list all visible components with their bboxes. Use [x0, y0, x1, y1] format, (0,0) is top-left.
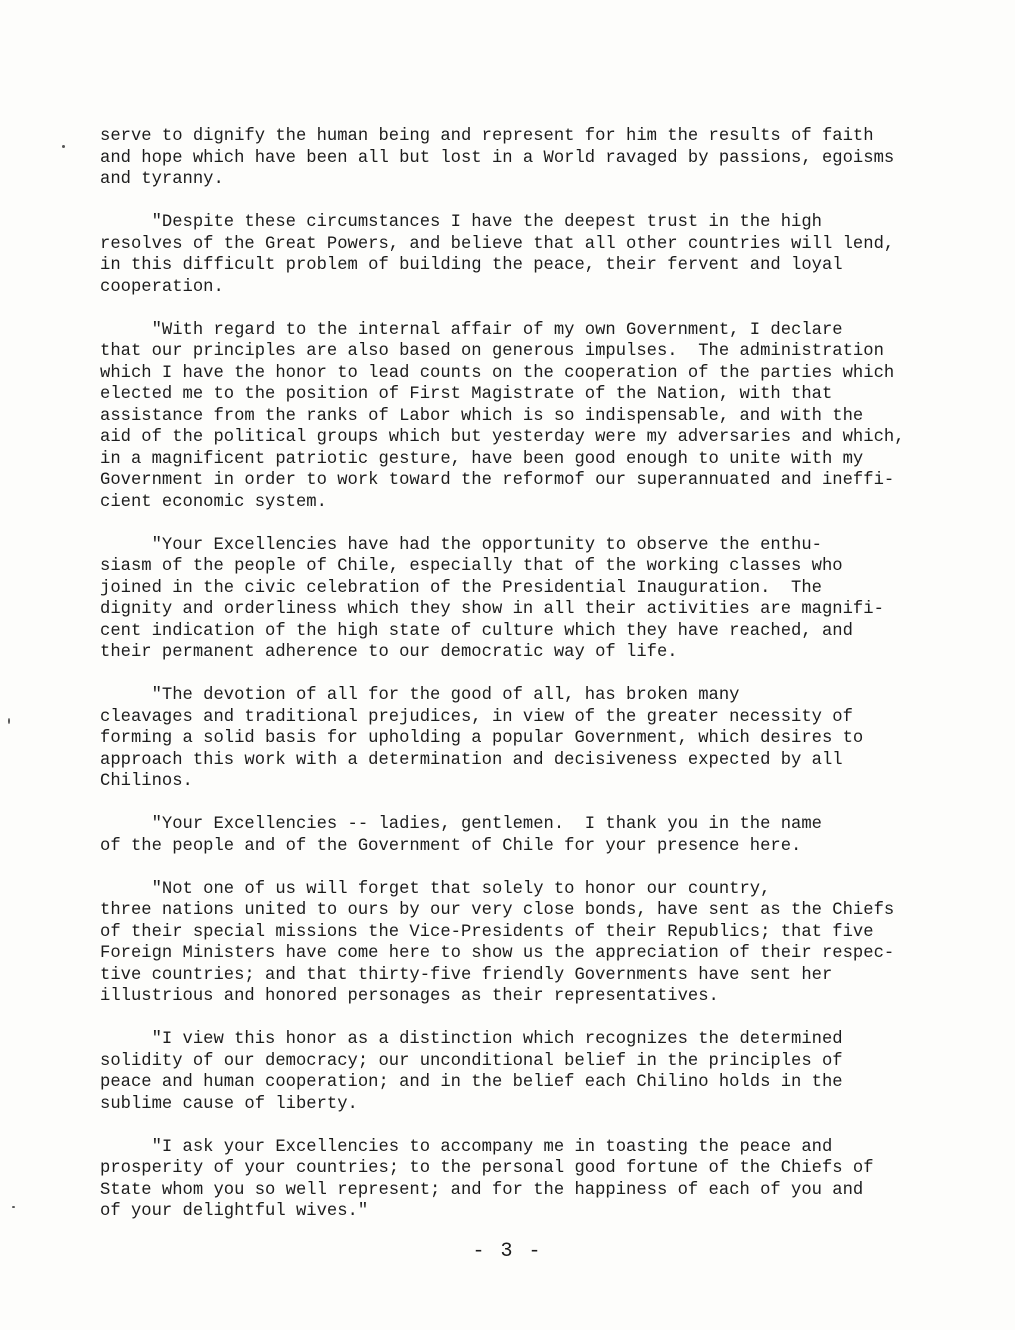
text-line: cleavages and traditional prejudices, in view of the greater necessity of — [100, 707, 853, 727]
paragraph — [100, 320, 940, 514]
paragraph — [100, 879, 940, 1008]
text-line: "I ask your Excellencies to accompany me in toasting the peace and — [100, 1137, 833, 1157]
text-line: joined in the civic celebration of the Presidential Inauguration. The — [100, 578, 822, 598]
paragraph — [100, 535, 940, 664]
text-line: of the people and of the Government of Chile for your presence here. — [100, 836, 802, 856]
text-line: cooperation. — [100, 277, 224, 297]
text-line: assistance from the ranks of Labor which is so indispensable, and with the — [100, 406, 864, 426]
text-line: serve to dignify the human being and represent for him the results of faith — [100, 127, 874, 146]
text-line: tive countries; and that thirty-five friendly Governments have sent her — [100, 965, 833, 985]
text-line: "Not one of us will forget that solely to honor our country, — [100, 879, 771, 899]
text-line: cient economic system. — [100, 492, 327, 512]
paper-speck — [8, 718, 10, 724]
text-line: approach this work with a determination and decisiveness expected by all — [100, 750, 843, 770]
text-line: in this difficult problem of building the peace, their fervent and loyal — [100, 256, 843, 275]
text-line: peace and human cooperation; and in the belief each Chilino holds in the — [100, 1073, 843, 1092]
text-line: dignity and orderliness which they show in all their activities are magnifi- — [100, 600, 884, 619]
text-line: "With regard to the internal affair of my own Government, I declare — [100, 320, 843, 340]
paragraph — [100, 685, 940, 793]
text-line: Foreign Ministers have come here to show us the appreciation of their respec- — [100, 944, 895, 963]
text-line: forming a solid basis for upholding a popular Government, which desires to — [100, 729, 864, 748]
text-line: cent indication of the high state of culture which they have reached, and — [100, 621, 853, 641]
paragraph — [100, 126, 940, 191]
page-number: - 3 - — [472, 1240, 543, 1263]
text-line: "Your Excellencies -- ladies, gentlemen. I thank you in the name — [100, 815, 822, 834]
text-line: three nations united to ours by our very close bonds, have sent as the Chiefs — [100, 901, 895, 920]
paragraph — [100, 1137, 940, 1223]
text-line: that our principles are also based on generous impulses. The administration — [100, 342, 884, 361]
text-line: prosperity of your countries; to the personal good fortune of the Chiefs of — [100, 1159, 874, 1178]
text-line: aid of the political groups which but yesterday were my adversaries and which, — [100, 428, 905, 447]
text-line: solidity of our democracy; our unconditional belief in the principles of — [100, 1051, 843, 1071]
text-line: illustrious and honored personages as their representatives. — [100, 987, 719, 1006]
text-line: Government in order to work toward the reformof our superannuated and ineffi- — [100, 471, 895, 490]
text-line: State whom you so well represent; and for the happiness of each of you and — [100, 1180, 864, 1200]
text-line: siasm of the people of Chile, especially that of the working classes who — [100, 557, 843, 576]
text-line: Chilinos. — [100, 772, 193, 791]
text-line: of your delightful wives." — [100, 1202, 369, 1221]
paper-speck — [62, 145, 65, 148]
text-line: "Your Excellencies have had the opportunity to observe the enthu- — [100, 535, 822, 555]
text-line: "I view this honor as a distinction which recognizes the determined — [100, 1030, 843, 1049]
text-line: "The devotion of all for the good of all, has broken many — [100, 686, 740, 705]
text-line: in a magnificent patriotic gesture, have been good enough to unite with my — [100, 449, 864, 469]
text-line: their permanent adherence to our democratic way of life. — [100, 643, 678, 662]
text-line: of their special missions the Vice-Presidents of their Republics; that five — [100, 922, 874, 942]
text-line: and hope which have been all but lost in a World ravaged by passions, egoisms — [100, 148, 895, 168]
paper-speck — [12, 1206, 15, 1208]
paragraph — [100, 814, 940, 857]
paragraph — [100, 1029, 940, 1115]
text-line: which I have the honor to lead counts on the cooperation of the parties which — [100, 363, 895, 383]
text-line: resolves of the Great Powers, and believe that all other countries will lend, — [100, 234, 895, 254]
letter-body — [100, 126, 940, 1244]
text-line: elected me to the position of First Magistrate of the Nation, with that — [100, 385, 833, 404]
text-line: and tyranny. — [100, 170, 224, 189]
text-line: "Despite these circumstances I have the deepest trust in the high — [100, 213, 822, 232]
text-line: sublime cause of liberty. — [100, 1094, 358, 1114]
paragraph — [100, 212, 940, 298]
